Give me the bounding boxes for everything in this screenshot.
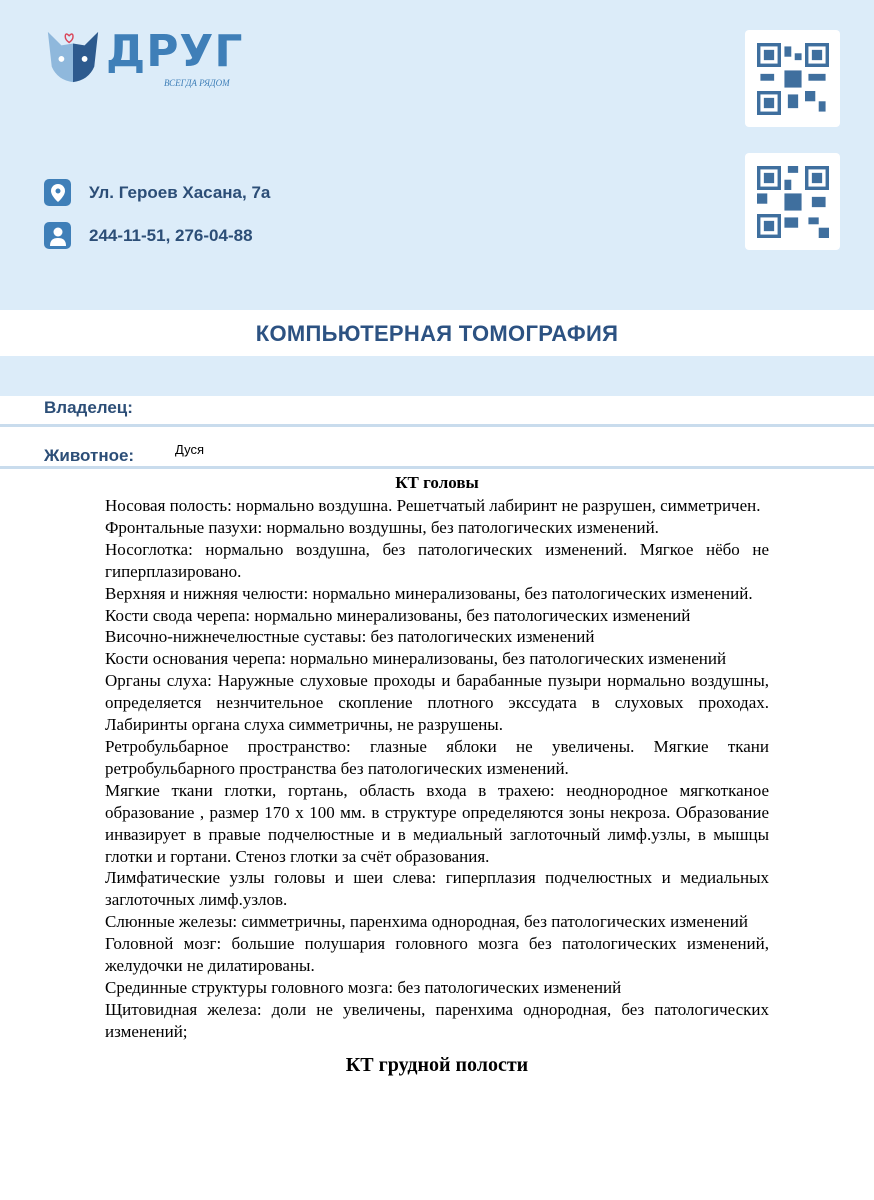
cat-logo-icon — [44, 28, 102, 86]
header — [0, 0, 874, 310]
report-paragraph: Щитовидная железа: доли не увеличены, паренхима однородная, без патологических изменений; — [105, 999, 769, 1041]
brand-name: ДРУГ — [106, 26, 244, 77]
report-paragraph: Кости основания черепа: нормально минерализованы, без патологических изменений — [105, 649, 727, 669]
person-icon — [44, 222, 71, 249]
report-paragraph: Срединные структуры головного мозга: без патологических изменений — [105, 977, 622, 997]
report-paragraph: Кости свода черепа: нормально минерализованы, без патологических изменений — [105, 605, 691, 625]
report-paragraph: Мягкие ткани глотки, гортань, область входа в трахею: неоднородное мягкотканое образование , размер 170 х 100 мм. в структуре определяются зоны некроза. Образование инвазирует в правые подчелюстные и в медиальный заглоточный лимф.узлы, в мышцы глотки и гортани. Стеноз глотки за счёт образования. — [105, 780, 769, 866]
animal-underline — [0, 466, 874, 469]
report-paragraph: Ретробульбарное пространство: глазные яблоки не увеличены. Мягкие ткани ретробульбарного пространства без патологических изменений. — [105, 736, 769, 778]
location-pin-icon — [44, 179, 71, 206]
section-title-chest: КТ грудной полости — [345, 1053, 529, 1076]
report-paragraph: Фронтальные пазухи: нормально воздушны, без патологических изменений. — [105, 517, 659, 537]
brand-tagline: ВСЕГДА РЯДОМ — [164, 78, 230, 88]
report-text — [105, 495, 769, 1043]
phones-text: 244-11-51, 276-04-88 — [89, 225, 253, 245]
phones — [44, 222, 253, 249]
animal-value: Дуся — [175, 442, 204, 457]
section-title-head: КТ головы — [395, 473, 479, 492]
address-text: Ул. Героев Хасана, 7а — [89, 182, 271, 202]
divider-band — [0, 356, 874, 396]
address — [44, 179, 270, 206]
qr-code-icon — [757, 43, 829, 115]
report-content — [0, 473, 874, 1077]
report-paragraph: Верхняя и нижняя челюсти: нормально минерализованы, без патологических изменений. — [105, 583, 753, 603]
animal-label: Животное: — [44, 446, 135, 465]
owner-underline — [0, 424, 874, 427]
owner-label: Владелец: — [44, 398, 133, 417]
qr-code-site[interactable] — [745, 30, 840, 127]
report-paragraph: Слюнные железы: симметричны, паренхима однородная, без патологических изменений — [105, 912, 748, 932]
report-paragraph: Лимфатические узлы головы и шеи слева: гиперплазия подчелюстных и медиальных заглоточных лимф.узлов. — [105, 868, 769, 910]
report-paragraph: Носовая полость: нормально воздушна. Решетчатый лабиринт не разрушен, симметричен. — [105, 496, 761, 515]
report-paragraph: Носоглотка: нормально воздушна, без патологических изменений. Мягкое нёбо не гиперплазировано. — [105, 539, 769, 581]
report-paragraph: Головной мозг: большие полушария головного мозга без патологических изменений, желудочки не дилатированы. — [105, 934, 769, 976]
qr-code-icon — [757, 166, 829, 238]
logo — [44, 28, 284, 92]
qr-code-vk[interactable] — [745, 153, 840, 250]
report-paragraph: Органы слуха: Наружные слуховые проходы и барабанные пузыри нормально воздушны, определяется незнчительное скопление плотного экссудата в слуховых проходах. Лабиринты органа слуха симметричны, не разрушены. — [105, 671, 769, 735]
report-paragraph: Височно-нижнечелюстные суставы: без патологических изменений — [105, 627, 595, 647]
page-title: КОМПЬЮТЕРНАЯ ТОМОГРАФИЯ — [0, 312, 874, 356]
